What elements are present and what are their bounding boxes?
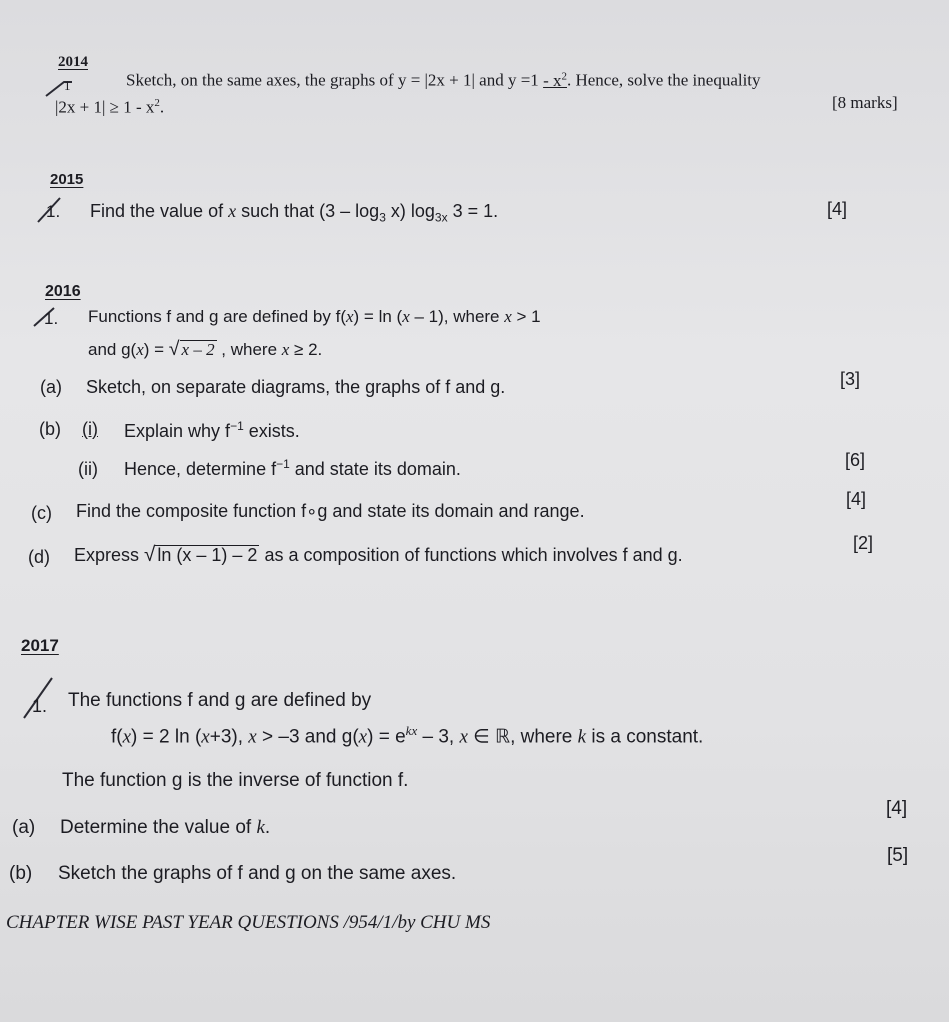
q2017-b-text: Sketch the graphs of f and g on the same axes.: [58, 863, 457, 884]
q2017-a-marks: [4]: [886, 798, 908, 819]
q2017-number: 1.: [32, 696, 48, 716]
footer-caption: CHAPTER WISE PAST YEAR QUESTIONS /954/1/by CHU MS: [6, 912, 491, 933]
q2016-b-marks: [6]: [845, 450, 866, 470]
q2017-a-label: (a): [12, 817, 36, 838]
q2016-bi-text: Explain why $f^{-1}$ exists.: [124, 419, 300, 441]
q2014-line1: Sketch, on the same axes, the graphs of y = |2x + 1| and $y =1 - x^2$. Hence, solve the inequality: [126, 70, 761, 90]
q2016-b-label: (b): [39, 419, 61, 439]
q2015-question: Find the value of x such that $(3 - \log_3 x)$ $\log_{3x} 3 = 1$.: [90, 201, 499, 225]
q2016-a-marks: [3]: [840, 369, 861, 389]
q2016-intro: Functions f and g are defined by f(x) = ln (x – 1), where x > 1: [88, 307, 541, 326]
q2017-b-marks: [5]: [887, 845, 909, 866]
q2016-d-marks: [2]: [853, 533, 874, 553]
q2016-d-label: (d): [28, 547, 50, 567]
year-2017: 2017: [21, 636, 59, 655]
q2016-definition-g: and g(x) = √ x – 2 , where x ≥ 2.: [88, 338, 323, 360]
q2014-number: 1: [64, 78, 71, 93]
q2017-intro: The functions f and g are defined by: [68, 690, 372, 711]
q2016-c-label: (c): [31, 503, 52, 523]
year-2014: 2014: [58, 54, 88, 70]
q2016-a-text: Sketch, on separate diagrams, the graphs of f and g.: [86, 377, 506, 397]
q2015-marks: [4]: [827, 199, 848, 219]
q2014-line2: $|2x + 1| \ge 1 - x^2$.: [55, 97, 165, 117]
q2016-c-text: Find the composite function f∘g and state its domain and range.: [76, 501, 585, 521]
q2014-marks: [8 marks]: [832, 93, 898, 112]
q2016-a-label: (a): [40, 377, 62, 397]
year-2016: 2016: [45, 283, 81, 300]
q2016-bii-text: Hence, determine $f^{-1}$ and state its domain.: [124, 457, 461, 479]
q2017-b-label: (b): [9, 863, 33, 884]
q2016-bii-label: (ii): [78, 459, 98, 479]
year-2015: 2015: [50, 171, 84, 188]
q2016-bi-label: (i): [82, 419, 98, 439]
q2016-d-text: Express √ ln (x – 1) – 2 as a composition of functions which involves f and g.: [74, 543, 683, 566]
q2017-a-text: Determine the value of k.: [60, 817, 271, 838]
q2015-number: 1.: [46, 202, 61, 221]
q2016-c-marks: [4]: [846, 489, 867, 509]
q2017-inverse-statement: The function g is the inverse of function f.: [62, 770, 409, 791]
q2017-definitions: f(x) = 2 ln (x+3), x > –3 and $g(x) = e^{kx} - 3$, x ∈ ℝ, where k is a constant.: [111, 723, 704, 748]
q2016-number: 1.: [44, 309, 59, 328]
